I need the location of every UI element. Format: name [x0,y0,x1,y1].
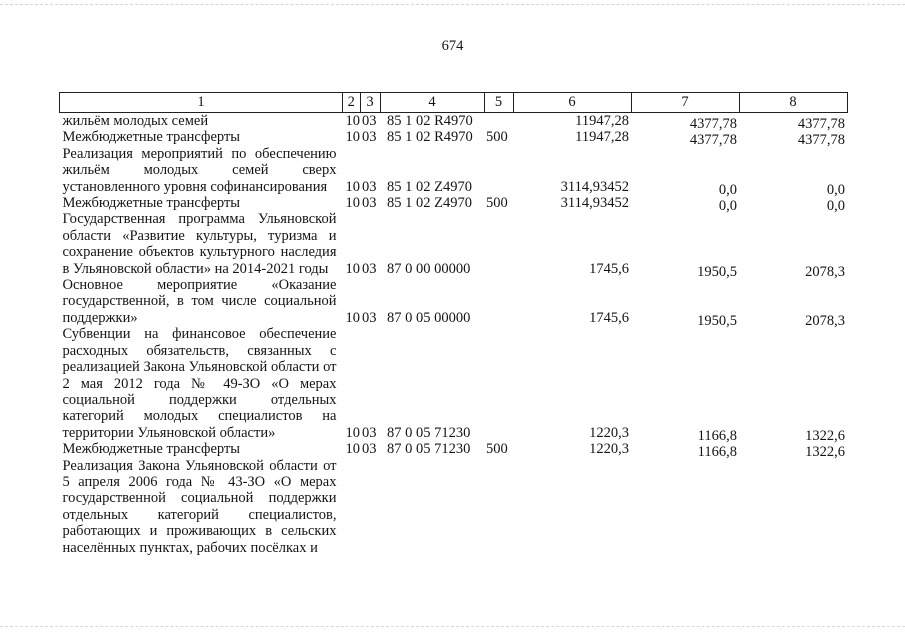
amount-col-6: 1220,3 [589,441,629,458]
section-code: 10 [345,441,360,458]
row-name: Реализация Закона Ульяновской области от 5 апреля 2006 года № 43-ЗО «О мерах государственной социальной поддержки отдельных категорий специалистов, работающих и проживающих в сельских населённых пунктах, рабочих посёлках и [62,457,337,556]
amount-col-6 [513,458,631,556]
table-row [60,146,848,195]
section-code: 10 [345,260,360,277]
amount-col-7: 1166,8 [697,427,737,444]
row-name: Субвенции на финансовое обеспечение расходных обязательств, связанных с реализацией Закона Ульяновской области от 2 мая 2012 года № 49-ЗО «О мерах социальной поддержки отдельных категорий молодых специалистов на территории Ульяновской области» [62,326,337,441]
subsection-code: 03 [362,441,377,458]
expense-type-code [484,113,513,130]
amount-col-8: 1322,6 [805,427,845,444]
expense-type-code: 500 [486,129,508,146]
target-article-code: 87 0 05 71230 [387,441,471,458]
expense-type-code [484,326,513,441]
section-code: 10 [345,195,360,212]
section-code [343,458,361,556]
amount-col-8: 2078,3 [805,312,845,329]
table-row [60,129,848,145]
header-row [60,93,848,113]
subsection-code [360,458,380,556]
amount-col-7: 0,0 [718,198,737,215]
amount-col-7: 0,0 [718,181,737,198]
target-article-code: 85 1 02 R4970 [387,113,473,129]
col-header-1: 1 [60,93,343,113]
subsection-code: 03 [362,309,377,326]
table-row [60,211,848,277]
target-article-code [380,458,484,556]
amount-col-6: 3114,93452 [560,195,629,212]
amount-col-6: 1745,6 [589,309,629,326]
col-header-7: 7 [631,93,739,113]
amount-col-8: 1322,6 [805,444,845,461]
amount-col-6: 1220,3 [589,424,629,441]
row-name: Межбюджетные трансферты [62,195,241,212]
scan-edge-bottom [0,626,905,633]
target-article-code: 85 1 02 R4970 [387,129,473,146]
target-article-code: 87 0 05 00000 [387,309,471,326]
amount-col-7: 1950,5 [697,312,737,329]
amount-col-6: 11947,28 [575,113,629,129]
row-name: Межбюджетные трансферты [62,441,241,458]
row-name: жильём молодых семей [62,113,209,129]
expense-type-code [484,277,513,326]
budget-table [59,92,848,556]
subsection-code: 03 [362,195,377,212]
expense-type-code [484,458,513,556]
target-article-code: 87 0 05 71230 [387,424,471,441]
section-code: 10 [345,178,360,195]
table-row [60,326,848,441]
table-row [60,195,848,211]
section-code: 10 [345,309,360,326]
amount-col-7 [631,461,739,559]
amount-col-8 [739,461,847,559]
col-header-4: 4 [380,93,484,113]
amount-col-8: 4377,78 [797,132,845,149]
expense-type-code [484,146,513,195]
target-article-code: 87 0 00 00000 [387,260,471,277]
amount-col-6: 11947,28 [575,129,629,146]
row-name: Межбюджетные трансферты [62,129,241,146]
amount-col-8: 4377,78 [797,116,845,132]
amount-col-8: 0,0 [826,181,845,198]
amount-col-7: 1950,5 [697,263,737,280]
amount-col-6: 1745,6 [589,260,629,277]
subsection-code: 03 [362,113,377,129]
table-row [60,458,848,556]
target-article-code: 85 1 02 Z4970 [387,195,472,212]
page-number: 674 [441,38,464,54]
scan-edge-top [0,4,905,11]
col-header-3: 3 [360,93,380,113]
amount-col-8: 0,0 [826,198,845,215]
row-name: Основное мероприятие «Оказание государственной, в том числе социальной поддержки» [62,277,337,326]
table-row [60,277,848,326]
col-header-8: 8 [739,93,847,113]
amount-col-8: 2078,3 [805,263,845,280]
expense-type-code: 500 [486,195,508,212]
expense-type-code [484,211,513,277]
row-name: Реализация мероприятий по обеспечению жильём молодых семей сверх установленного уровня софинансирования [62,145,337,195]
amount-col-7: 1166,8 [697,444,737,461]
section-code: 10 [345,424,360,441]
target-article-code: 85 1 02 Z4970 [387,178,472,195]
table-row [60,441,848,457]
amount-col-7: 4377,78 [689,132,737,149]
col-header-6: 6 [513,93,631,113]
subsection-code: 03 [362,178,377,195]
row-name: Государственная программа Ульяновской области «Развитие культуры, туризма и сохранение объектов культурного наследия в Ульяновской области» на 2014-2021 годы [62,211,337,277]
amount-col-6: 3114,93452 [560,178,629,195]
subsection-code: 03 [362,424,377,441]
amount-col-7: 4377,78 [689,116,737,132]
section-code: 10 [345,129,360,146]
col-header-2: 2 [343,93,361,113]
table-row [60,113,848,130]
expense-type-code: 500 [486,441,508,458]
col-header-5: 5 [484,93,513,113]
subsection-code: 03 [362,129,377,146]
subsection-code: 03 [362,260,377,277]
section-code: 10 [345,113,360,129]
